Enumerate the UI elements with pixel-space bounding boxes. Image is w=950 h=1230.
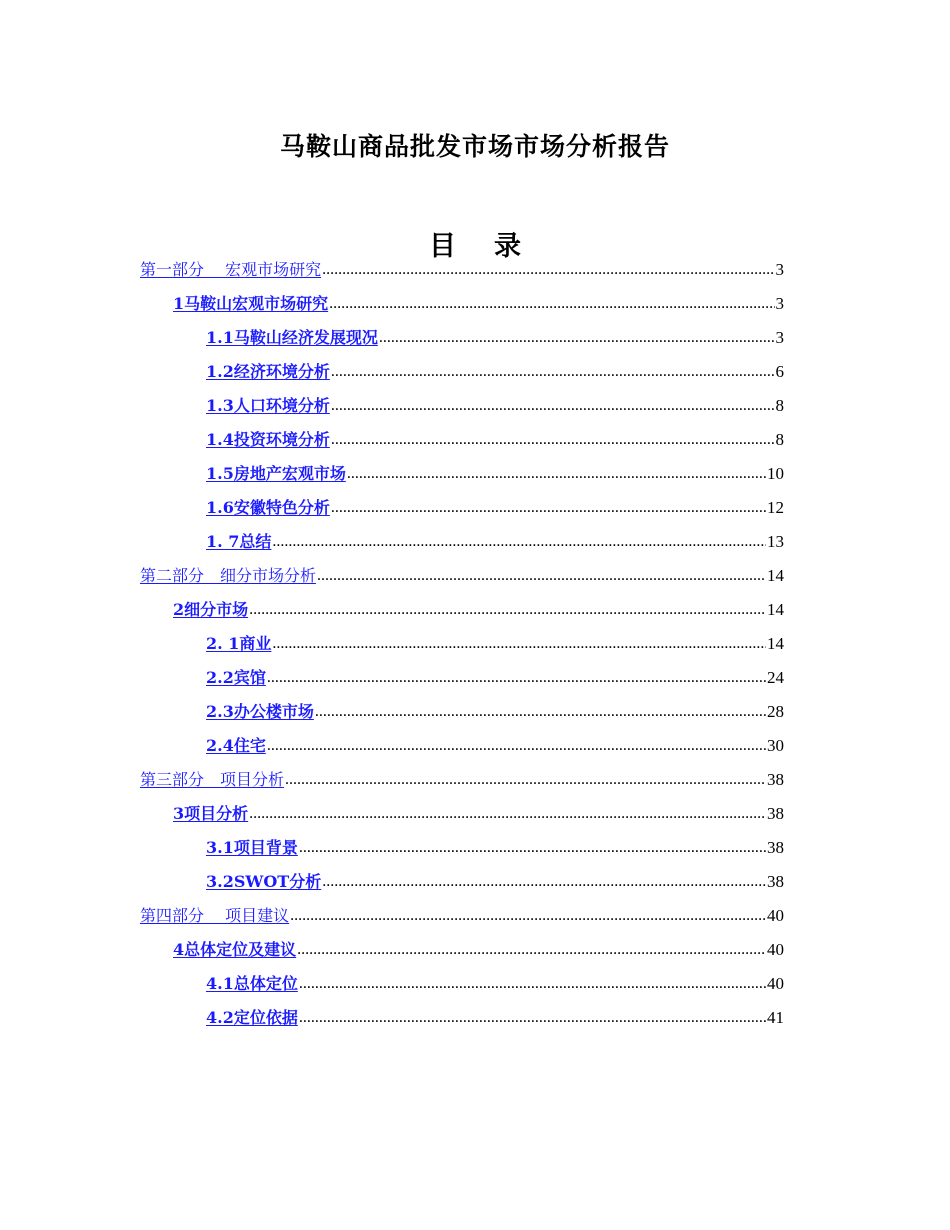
toc-page-number: 28 xyxy=(767,702,784,721)
toc-leader-dots xyxy=(329,294,774,314)
toc-leader-dots xyxy=(331,498,766,518)
toc-leader-dots xyxy=(272,634,766,654)
toc-entry xyxy=(140,659,784,693)
toc-link[interactable]: 第四部分 项目建议 xyxy=(140,906,290,925)
toc-entry xyxy=(140,591,784,625)
toc-link[interactable]: 4.1总体定位 xyxy=(206,974,298,993)
toc-page-number: 24 xyxy=(767,668,784,687)
toc-entry xyxy=(140,625,784,659)
toc-leader-dots xyxy=(322,260,774,280)
toc-page-number: 14 xyxy=(767,600,784,619)
toc-leader-dots xyxy=(317,566,766,586)
toc-page-number: 14 xyxy=(767,634,784,653)
toc-entry xyxy=(140,965,784,999)
toc-entry xyxy=(140,251,784,285)
toc-entry xyxy=(140,319,784,353)
toc-entry xyxy=(140,285,784,319)
toc-page-number: 40 xyxy=(767,906,784,925)
toc-page-number: 6 xyxy=(775,362,784,381)
toc-link[interactable]: 1.6安徽特色分析 xyxy=(206,498,330,517)
toc-link[interactable]: 2.2宾馆 xyxy=(206,668,266,687)
toc-link[interactable]: 第一部分 宏观市场研究 xyxy=(140,260,322,279)
toc-leader-dots xyxy=(331,396,775,416)
toc-link[interactable]: 1马鞍山宏观市场研究 xyxy=(173,294,329,313)
toc-entry xyxy=(140,863,784,897)
toc-link[interactable]: 1.2经济环境分析 xyxy=(206,362,330,381)
toc-page-number: 8 xyxy=(775,396,784,415)
toc-page-number: 38 xyxy=(767,838,784,857)
toc-page-number: 38 xyxy=(767,804,784,823)
toc-leader-dots xyxy=(322,872,766,892)
toc-page-number: 14 xyxy=(767,566,784,585)
toc-leader-dots xyxy=(299,838,766,858)
toc-link[interactable]: 4总体定位及建议 xyxy=(173,940,297,959)
toc-leader-dots xyxy=(249,804,766,824)
toc-entry xyxy=(140,489,784,523)
toc-link[interactable]: 3.2SWOT分析 xyxy=(206,872,322,891)
toc-page-number: 30 xyxy=(767,736,784,755)
toc-page-number: 8 xyxy=(775,430,784,449)
toc-leader-dots xyxy=(331,362,775,382)
toc-page-number: 38 xyxy=(767,770,784,789)
toc-heading-char-2: 录 xyxy=(494,231,521,263)
toc-link[interactable]: 2细分市场 xyxy=(173,600,249,619)
toc-entry xyxy=(140,829,784,863)
toc-leader-dots xyxy=(379,328,775,348)
toc-entry xyxy=(140,523,784,557)
toc-link[interactable]: 2.3办公楼市场 xyxy=(206,702,314,721)
toc-entry xyxy=(140,353,784,387)
toc-heading-char-1: 目 xyxy=(429,231,456,263)
toc-page-number: 12 xyxy=(767,498,784,517)
toc-page-number: 40 xyxy=(767,974,784,993)
toc-link[interactable]: 4.2定位依据 xyxy=(206,1008,298,1027)
toc-page-number: 41 xyxy=(767,1008,784,1027)
toc-leader-dots xyxy=(267,668,766,688)
toc-entry xyxy=(140,931,784,965)
toc-link[interactable]: 1.4投资环境分析 xyxy=(206,430,330,449)
toc-link[interactable]: 1.3人口环境分析 xyxy=(206,396,330,415)
toc-page-number: 3 xyxy=(775,328,784,347)
toc-page-number: 3 xyxy=(775,260,784,279)
toc-leader-dots xyxy=(331,430,775,450)
toc-leader-dots xyxy=(299,1008,766,1028)
toc-page-number: 13 xyxy=(767,532,784,551)
toc-page-number: 40 xyxy=(767,940,784,959)
toc-link[interactable]: 3.1项目背景 xyxy=(206,838,298,857)
toc-entry xyxy=(140,897,784,931)
toc-link[interactable]: 2. 1商业 xyxy=(206,634,272,653)
toc-leader-dots xyxy=(272,532,766,552)
toc-leader-dots xyxy=(249,600,766,620)
toc-entry xyxy=(140,727,784,761)
toc-link[interactable]: 1.5房地产宏观市场 xyxy=(206,464,346,483)
table-of-contents xyxy=(140,251,784,1033)
toc-entry xyxy=(140,387,784,421)
document-title: 马鞍山商品批发市场市场分析报告 xyxy=(279,131,670,161)
toc-leader-dots xyxy=(285,770,766,790)
toc-link[interactable]: 1.1马鞍山经济发展现况 xyxy=(206,328,378,347)
toc-entry xyxy=(140,557,784,591)
toc-page-number: 10 xyxy=(767,464,784,483)
toc-entry xyxy=(140,421,784,455)
toc-entry xyxy=(140,761,784,795)
toc-link[interactable]: 第三部分 项目分析 xyxy=(140,770,285,789)
toc-link[interactable]: 3项目分析 xyxy=(173,804,249,823)
toc-leader-dots xyxy=(290,906,766,926)
toc-entry xyxy=(140,693,784,727)
toc-link[interactable]: 1. 7总结 xyxy=(206,532,272,551)
toc-entry xyxy=(140,795,784,829)
toc-leader-dots xyxy=(267,736,766,756)
toc-entry xyxy=(140,455,784,489)
toc-link[interactable]: 2.4住宅 xyxy=(206,736,266,755)
toc-leader-dots xyxy=(347,464,766,484)
toc-leader-dots xyxy=(299,974,766,994)
toc-entry xyxy=(140,999,784,1033)
toc-page-number: 38 xyxy=(767,872,784,891)
toc-page-number: 3 xyxy=(775,294,784,313)
toc-leader-dots xyxy=(315,702,766,722)
toc-leader-dots xyxy=(297,940,766,960)
toc-link[interactable]: 第二部分 细分市场分析 xyxy=(140,566,317,585)
